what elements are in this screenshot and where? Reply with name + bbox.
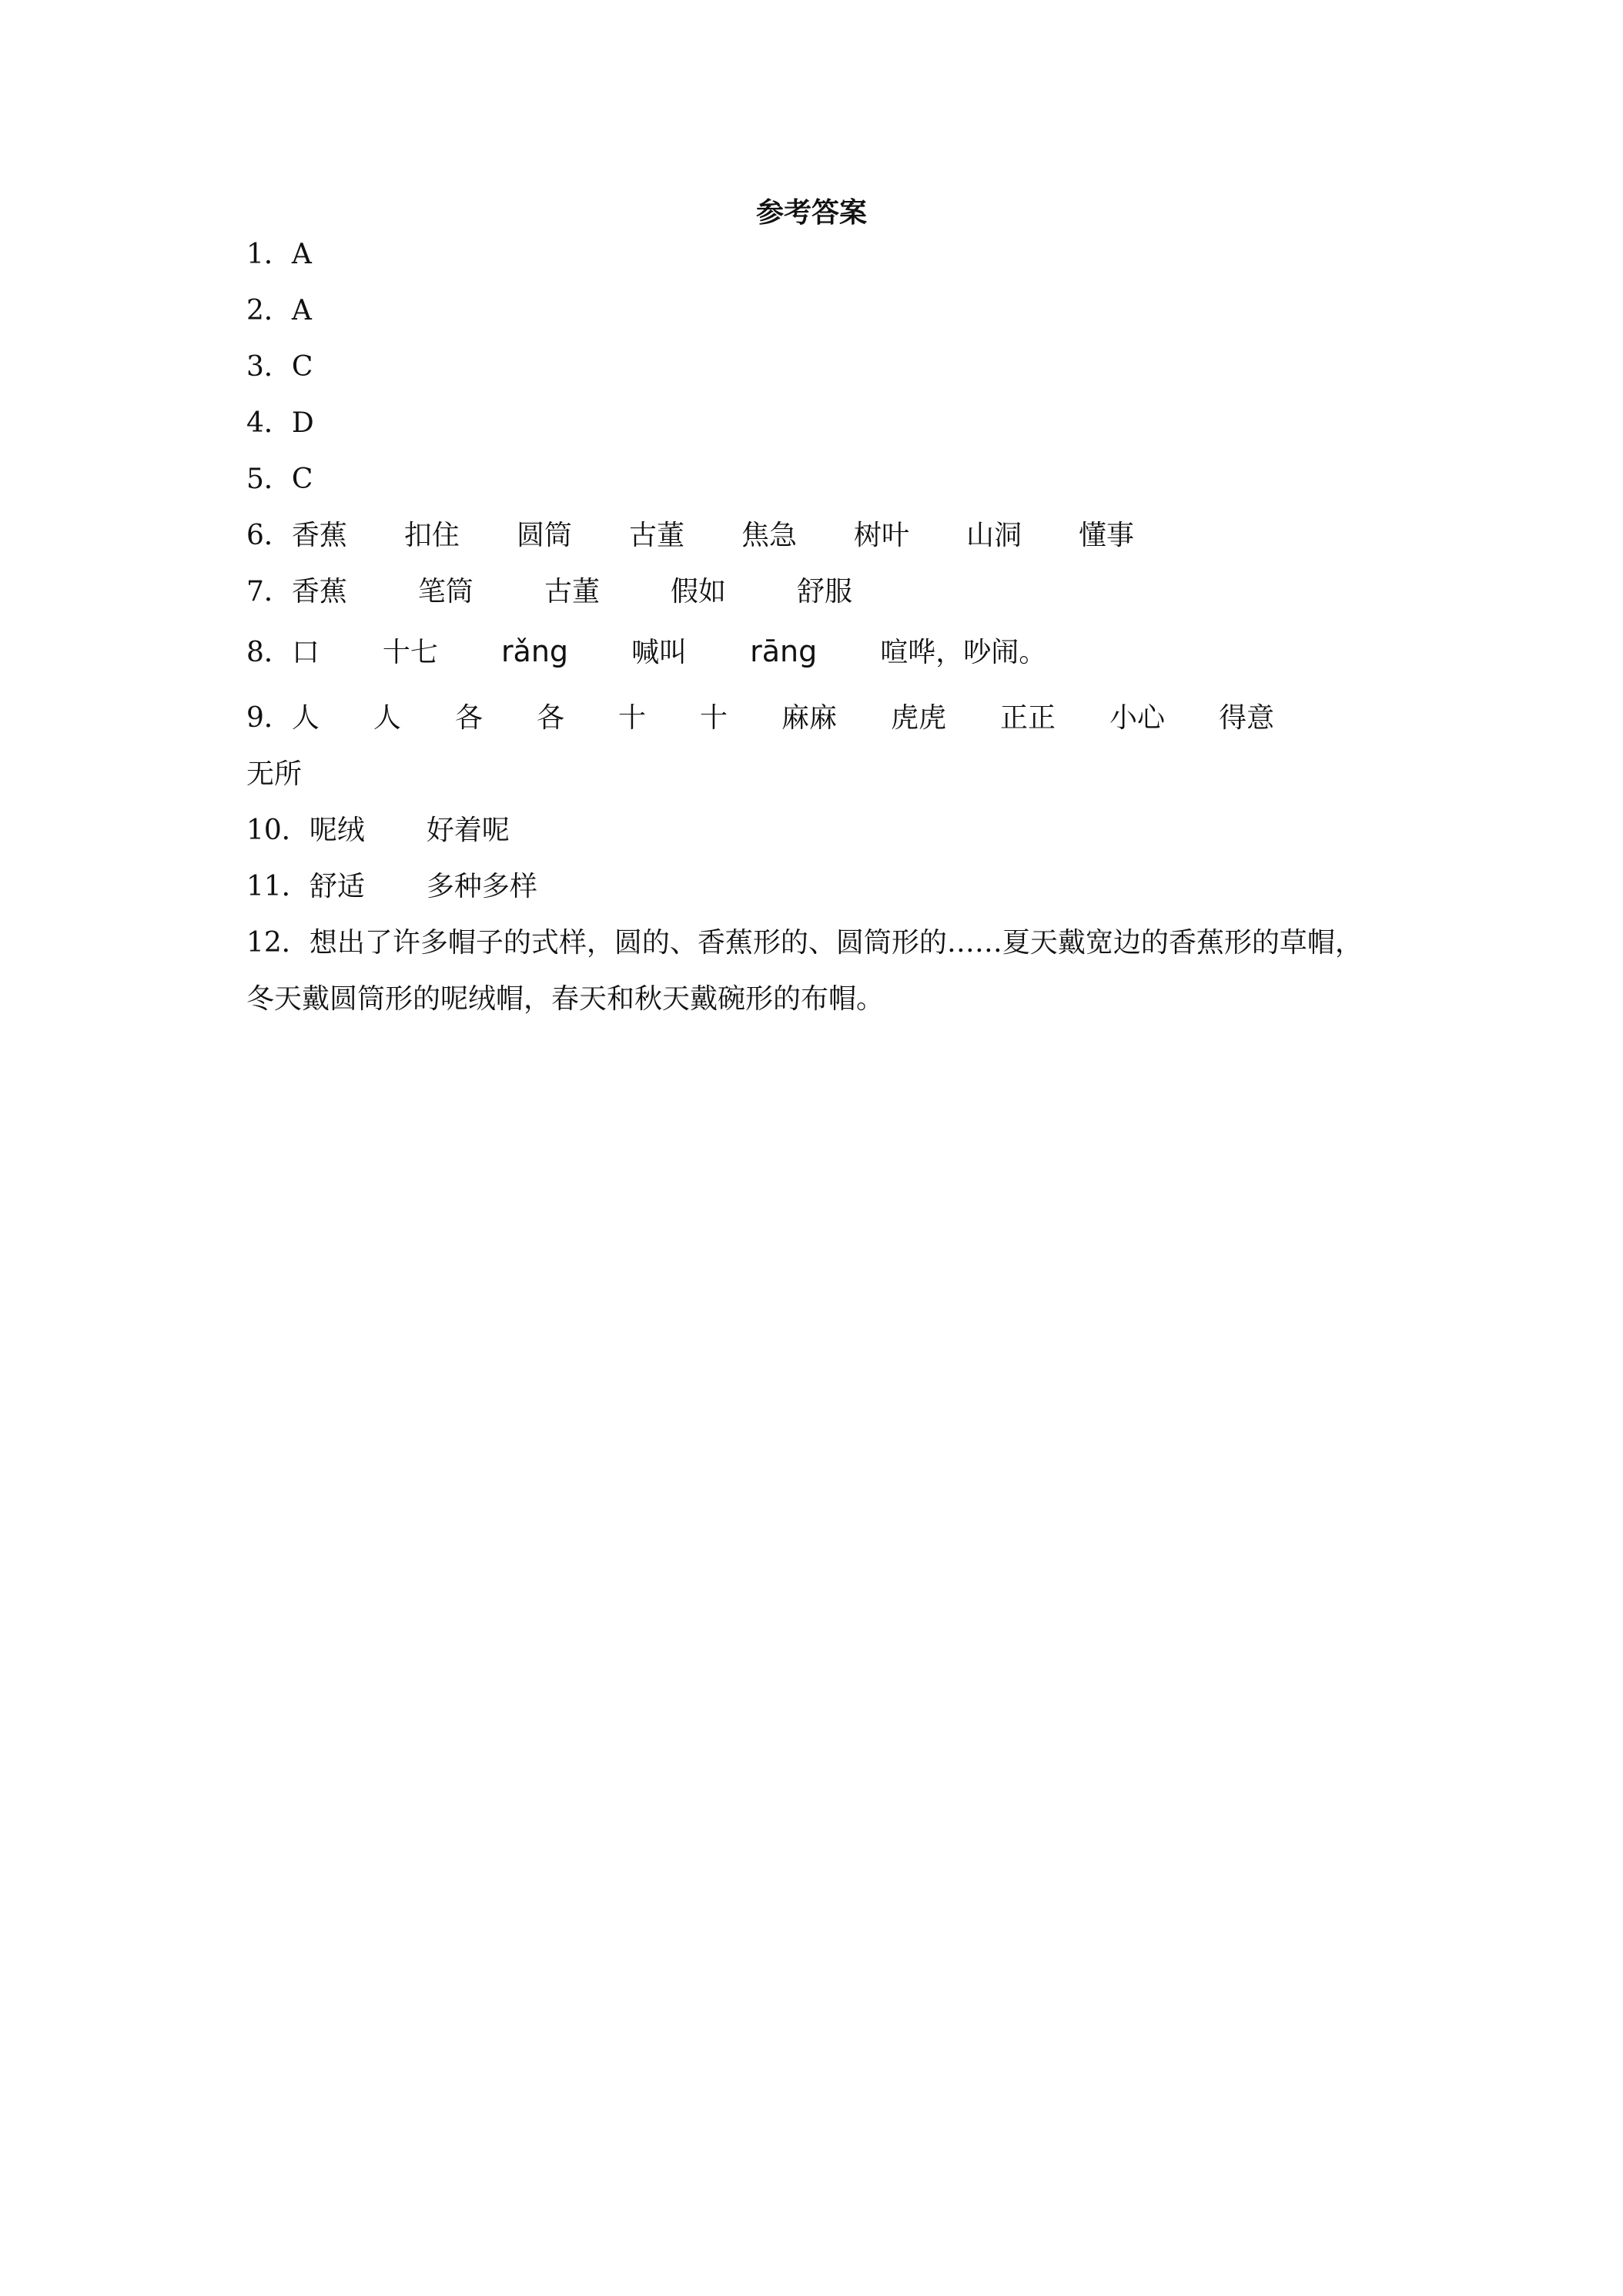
answer-item: 古董 <box>628 520 684 551</box>
question-number: 11． <box>246 871 310 902</box>
answer-item: 正正 <box>1000 702 1056 734</box>
answer-item: A <box>291 295 312 326</box>
question-number: 4． <box>246 407 292 439</box>
answer-item: 虎虎 <box>891 702 947 734</box>
answer-item: 香蕉 <box>291 576 347 607</box>
answer-item: C <box>291 351 313 383</box>
answer-item: 扣住 <box>403 520 460 551</box>
answer-item: 懂事 <box>1079 520 1135 551</box>
answer-item: 人 <box>373 702 401 734</box>
answer-item: 焦急 <box>741 520 797 551</box>
answer-row-8 <box>246 632 1046 672</box>
answer-row-6 <box>246 517 1134 555</box>
question-number: 8． <box>246 637 292 668</box>
answer-item: 舒适 <box>309 871 365 902</box>
answer-item: 口 <box>291 637 320 668</box>
answer-item: 人 <box>291 702 320 734</box>
answer-item-pinyin: rāng <box>750 634 818 668</box>
answer-row-9 <box>246 699 1274 738</box>
answer-row-11 <box>246 868 537 906</box>
answer-row-4 <box>246 404 314 443</box>
answer-row-12-continuation: 冬天戴圆筒形的呢绒帽，春天和秋天戴碗形的布帽。 <box>246 983 885 1015</box>
answer-item: 好着呢 <box>426 815 510 846</box>
question-number: 2． <box>246 295 292 326</box>
answer-row-5 <box>246 460 313 499</box>
answer-item: 山洞 <box>966 520 1022 551</box>
answer-item: 得意 <box>1219 702 1275 734</box>
answer-item: 十七 <box>382 637 438 668</box>
answer-item: C <box>291 464 313 495</box>
answer-row-3 <box>246 348 313 387</box>
answer-item: 呢绒 <box>309 815 365 846</box>
answer-row-10 <box>246 812 510 850</box>
answer-item: 多种多样 <box>426 871 537 902</box>
answer-item: 十 <box>699 702 728 734</box>
answer-row-9-continuation: 无所 <box>246 758 303 790</box>
question-number: 6． <box>246 520 292 551</box>
answer-row-2 <box>246 292 312 330</box>
answer-item: 十 <box>617 702 646 734</box>
answer-item: 圆筒 <box>516 520 572 551</box>
answer-item: 小心 <box>1109 702 1166 734</box>
answer-item: 舒服 <box>796 576 852 607</box>
answer-item: 笔筒 <box>417 576 474 607</box>
answer-row-1 <box>246 236 312 274</box>
answer-item: 想出了许多帽子的式样，圆的、香蕉形的、圆筒形的……夏天戴宽边的香蕉形的草帽， <box>309 927 1363 959</box>
answer-item: A <box>291 239 312 270</box>
answer-item: 麻麻 <box>781 702 838 734</box>
answer-item: 古董 <box>544 576 600 607</box>
page-title: 参考答案 <box>755 197 867 229</box>
question-number: 3． <box>246 351 292 383</box>
question-number: 9． <box>246 702 292 734</box>
question-number: 10． <box>246 815 310 846</box>
answer-item: 喊叫 <box>631 637 688 668</box>
answer-item: 假如 <box>670 576 726 607</box>
answer-item: 各 <box>454 702 483 734</box>
answer-item: D <box>291 407 314 439</box>
question-number: 7． <box>246 576 292 607</box>
answer-item: 树叶 <box>853 520 909 551</box>
answer-item: 喧哗，吵闹。 <box>880 637 1047 668</box>
answer-item: 各 <box>536 702 564 734</box>
question-number: 5． <box>246 464 292 495</box>
answer-item-pinyin: rǎng <box>500 634 569 668</box>
answer-row-12 <box>246 924 1363 962</box>
question-number: 1． <box>246 239 292 270</box>
answer-item: 香蕉 <box>291 520 347 551</box>
answer-row-7 <box>246 573 852 611</box>
question-number: 12． <box>246 927 310 959</box>
